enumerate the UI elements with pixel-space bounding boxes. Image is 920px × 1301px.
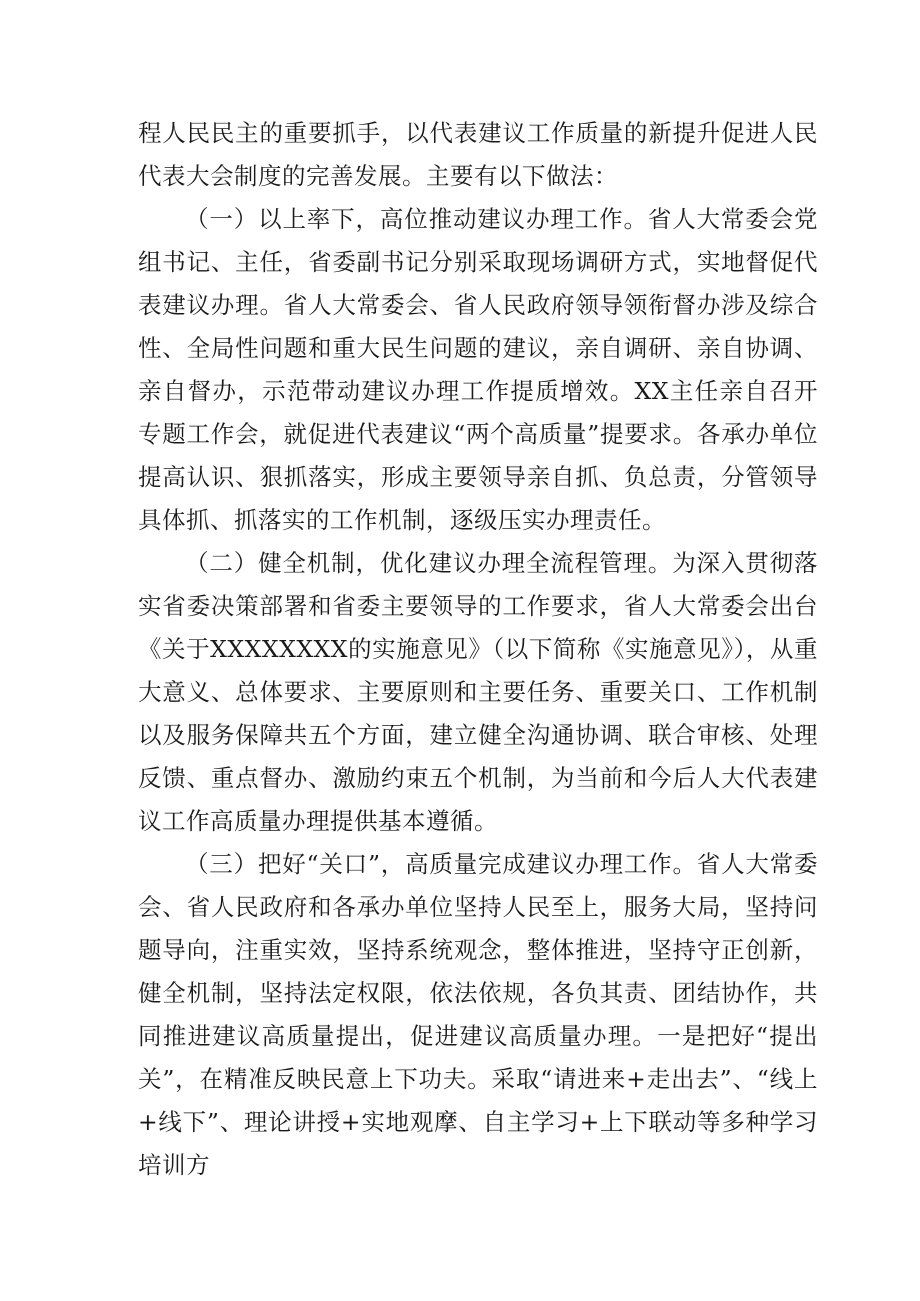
paragraph-section-two: （二）健全机制，优化建议办理全流程管理。为深入贯彻落实省委决策部署和省委主要领导的工作要求，省人大常委会出台《关于XXXXXXXX的实施意见》（以下简称《实施意见》），从重大意义、总体要求、主要原则和主要任务、重要关口、工作机制以及服务保障共五个方面，建立健全沟通协调、联合审核、处理反馈、重点督办、激励约束五个机制，为当前和今后人大代表建议工作高质量办理提供基本遵循。: [138, 549, 818, 835]
paragraph-section-three: （三）把好“关口”，高质量完成建议办理工作。省人大常委会、省人民政府和各承办单位坚持人民至上，服务大局，坚持问题导向，注重实效，坚持系统观念，整体推进，坚持守正创新，健全机制，坚持法定权限，依法依规，各负其责、团结协作，共同推进建议高质量提出，促进建议高质量办理。一是把好“提出关”，在精准反映民意上下功夫。采取“请进来+走出去”、“线上+线下”、理论讲授+实地观摩、自主学习+上下联动等多种学习培训方: [138, 850, 818, 1179]
document-body: [138, 112, 818, 1187]
paragraph-intro: 程人民民主的重要抓手，以代表建议工作质量的新提升促进人民代表大会制度的完善发展。主要有以下做法：: [138, 119, 818, 190]
paragraph-section-one: （一）以上率下，高位推动建议办理工作。省人大常委会党组书记、主任，省委副书记分别采取现场调研方式，实地督促代表建议办理。省人大常委会、省人民政府领导领衔督办涉及综合性、全局性问题和重大民生问题的建议，亲自调研、亲自协调、亲自督办，示范带动建议办理工作提质增效。XX主任亲自召开专题工作会，就促进代表建议“两个高质量”提要求。各承办单位提高认识、狠抓落实，形成主要领导亲自抓、负总责，分管领导具体抓、抓落实的工作机制，逐级压实办理责任。: [138, 205, 818, 534]
